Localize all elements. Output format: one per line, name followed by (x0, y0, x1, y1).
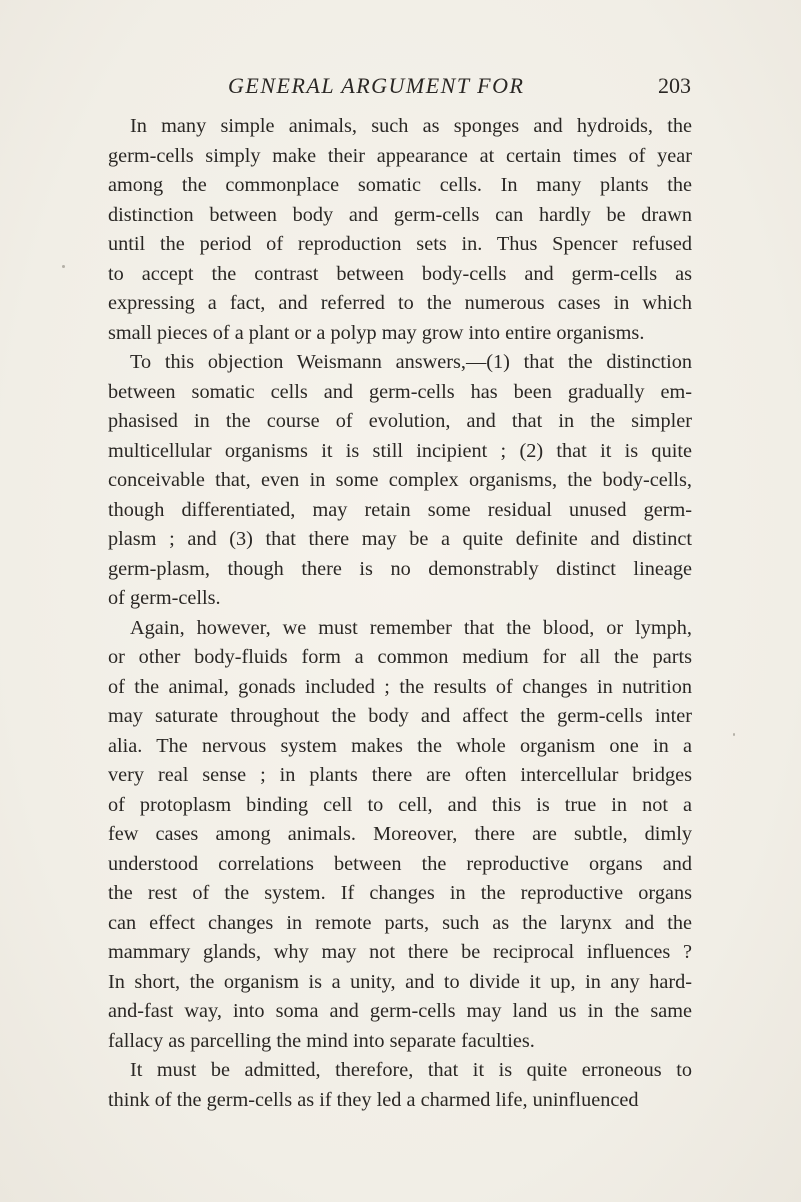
text-line: small pieces of a plant or a polyp may grow into entire organisms. (108, 321, 645, 344)
text-line: In short, the organism is a unity, and to divide it up, in any hard- (108, 970, 692, 993)
text-line: of germ-cells. (108, 587, 221, 609)
text-line: can effect changes in remote parts, such as the larynx and the (108, 911, 692, 934)
text-line: multicellular organisms it is still incipient ; (2) that it is quite (108, 439, 692, 462)
text-line: conceivable that, even in some complex organisms, the body-cells, (108, 469, 692, 491)
text-line: It must be admitted, therefore, that it is quite erroneous to (130, 1059, 692, 1081)
text-line: very real sense ; in plants there are often intercellular bridges (108, 764, 692, 786)
paragraph (108, 112, 692, 348)
text-line: the rest of the system. If changes in the reproductive organs (108, 882, 692, 904)
text-line: though differentiated, may retain some residual unused germ- (108, 498, 692, 521)
page-number: 203 (658, 73, 691, 98)
running-title: GENERAL ARGUMENT FOR (228, 73, 525, 98)
text-line: of protoplasm binding cell to cell, and this is true in not a (108, 793, 692, 816)
text-line: germ-cells simply make their appearance at certain times of year (108, 144, 692, 167)
text-line: think of the germ-cells as if they led a charmed life, uninfluenced (108, 1088, 639, 1111)
text-line: To this objection Weismann answers,—(1) that the distinction (130, 351, 692, 373)
text-line: alia. The nervous system makes the whole organism one in a (108, 734, 692, 757)
body-text (108, 112, 692, 1115)
print-speck (733, 733, 735, 736)
text-line: distinction between body and germ-cells can hardly be drawn (108, 203, 692, 226)
text-line: or other body-fluids form a common medium for all the parts (108, 646, 692, 668)
text-line: of the animal, gonads included ; the results of changes in nutrition (108, 675, 692, 698)
text-line: phasised in the course of evolution, and that in the simpler (108, 410, 692, 432)
text-line: Again, however, we must remember that the blood, or lymph, (130, 616, 692, 639)
text-line: may saturate throughout the body and affect the germ-cells inter (108, 705, 692, 727)
text-line: until the period of reproduction sets in. Thus Spencer refused (108, 233, 692, 255)
text-line: between somatic cells and germ-cells has been gradually em- (108, 380, 692, 403)
paragraph (108, 1056, 692, 1115)
text-line: among the commonplace somatic cells. In many plants the (108, 174, 692, 196)
text-line: In many simple animals, such as sponges and hydroids, the (130, 115, 692, 137)
running-head (0, 66, 801, 106)
text-line: plasm ; and (3) that there may be a quite definite and distinct (108, 528, 692, 550)
text-line: to accept the contrast between body-cells and germ-cells as (108, 262, 692, 285)
text-line: fallacy as parcelling the mind into separate faculties. (108, 1029, 535, 1052)
text-line: germ-plasm, though there is no demonstrably distinct lineage (108, 557, 692, 580)
text-line: few cases among animals. Moreover, there are subtle, dimly (108, 823, 692, 845)
paragraph (108, 614, 692, 1057)
text-line: understood correlations between the reproductive organs and (108, 852, 692, 875)
text-line: expressing a fact, and referred to the numerous cases in which (108, 292, 692, 314)
text-line: and-fast way, into soma and germ-cells may land us in the same (108, 1000, 692, 1022)
text-line: mammary glands, why may not there be reciprocal influences ? (108, 941, 692, 963)
paragraph (108, 348, 692, 614)
print-speck (62, 265, 65, 268)
